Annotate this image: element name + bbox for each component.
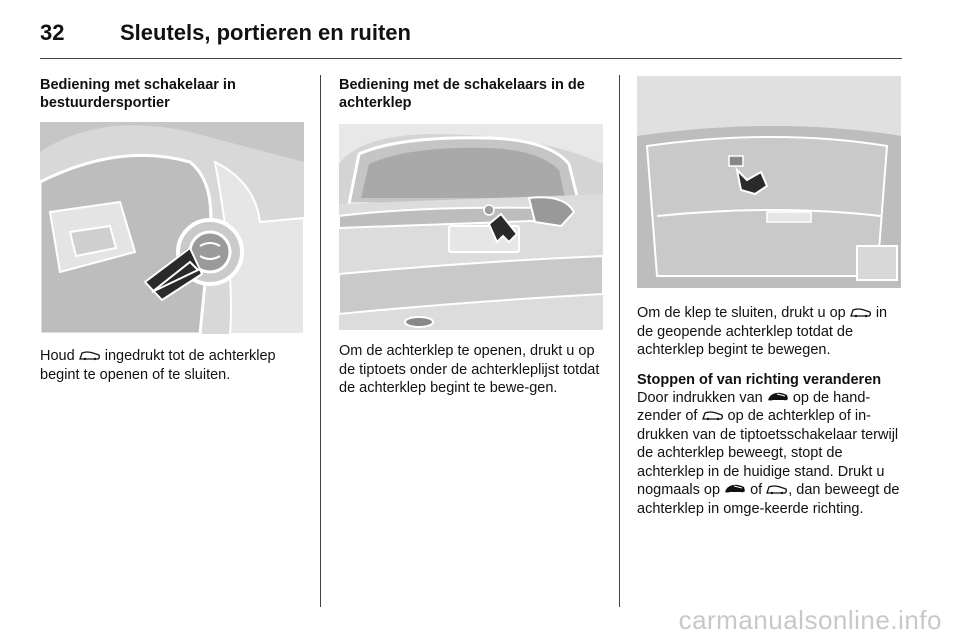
col3-paragraph-1: Om de klep te sluiten, drukt u op in de geopende achterklep totdat de achterklep begint te bewegen.: [637, 305, 888, 358]
column-2: [339, 76, 603, 398]
driver-door-switch-illustration: [40, 122, 304, 334]
col3-paragraph-2: Door indrukken van op de hand-zender of op de achterklep of in-drukken van de tiptoetsschakelaar terwijl de achterklep beweegt, stopt de achterklep in de huidige stand. Drukt u nogmaals op of , dan beweegt de achterklep in omge-keerde richting.: [637, 389, 900, 517]
col1-paragraph: Houd ingedrukt tot de achterklep begint te openen of te sluiten.: [40, 348, 276, 383]
col2-paragraph: Om de achterklep te openen, drukt u op de tiptoets onder de achterkleplijst totdat de achterklep begint te bewe-gen.: [339, 343, 600, 396]
column-divider-2: [619, 75, 620, 607]
header-rule: [40, 58, 902, 59]
watermark: carmanualsonline.info: [678, 605, 942, 635]
column-1: [40, 76, 304, 384]
tailgate-icon: [850, 307, 872, 318]
page-header: [40, 14, 902, 58]
section-heading-driver-door: Bediening met schakelaar in bestuurdersportier: [40, 77, 236, 111]
tailgate-icon: [702, 410, 724, 421]
chapter-title: Sleutels, portieren en ruiten: [120, 20, 411, 45]
section-heading-stop-change: Stoppen of van richting veranderen: [637, 371, 882, 388]
car-tailgate-icon: [767, 391, 789, 403]
column-divider-1: [320, 75, 321, 607]
rear-tailgate-illustration: [339, 124, 603, 330]
tailgate-icon: [766, 484, 788, 495]
page-number: 32: [40, 20, 65, 45]
column-3: [637, 76, 901, 518]
section-heading-tailgate-switches: Bediening met de schakelaars in de achterklep: [339, 77, 585, 111]
tailgate-icon: [79, 350, 101, 361]
open-tailgate-illustration: [637, 76, 901, 288]
car-tailgate-icon: [724, 483, 746, 495]
